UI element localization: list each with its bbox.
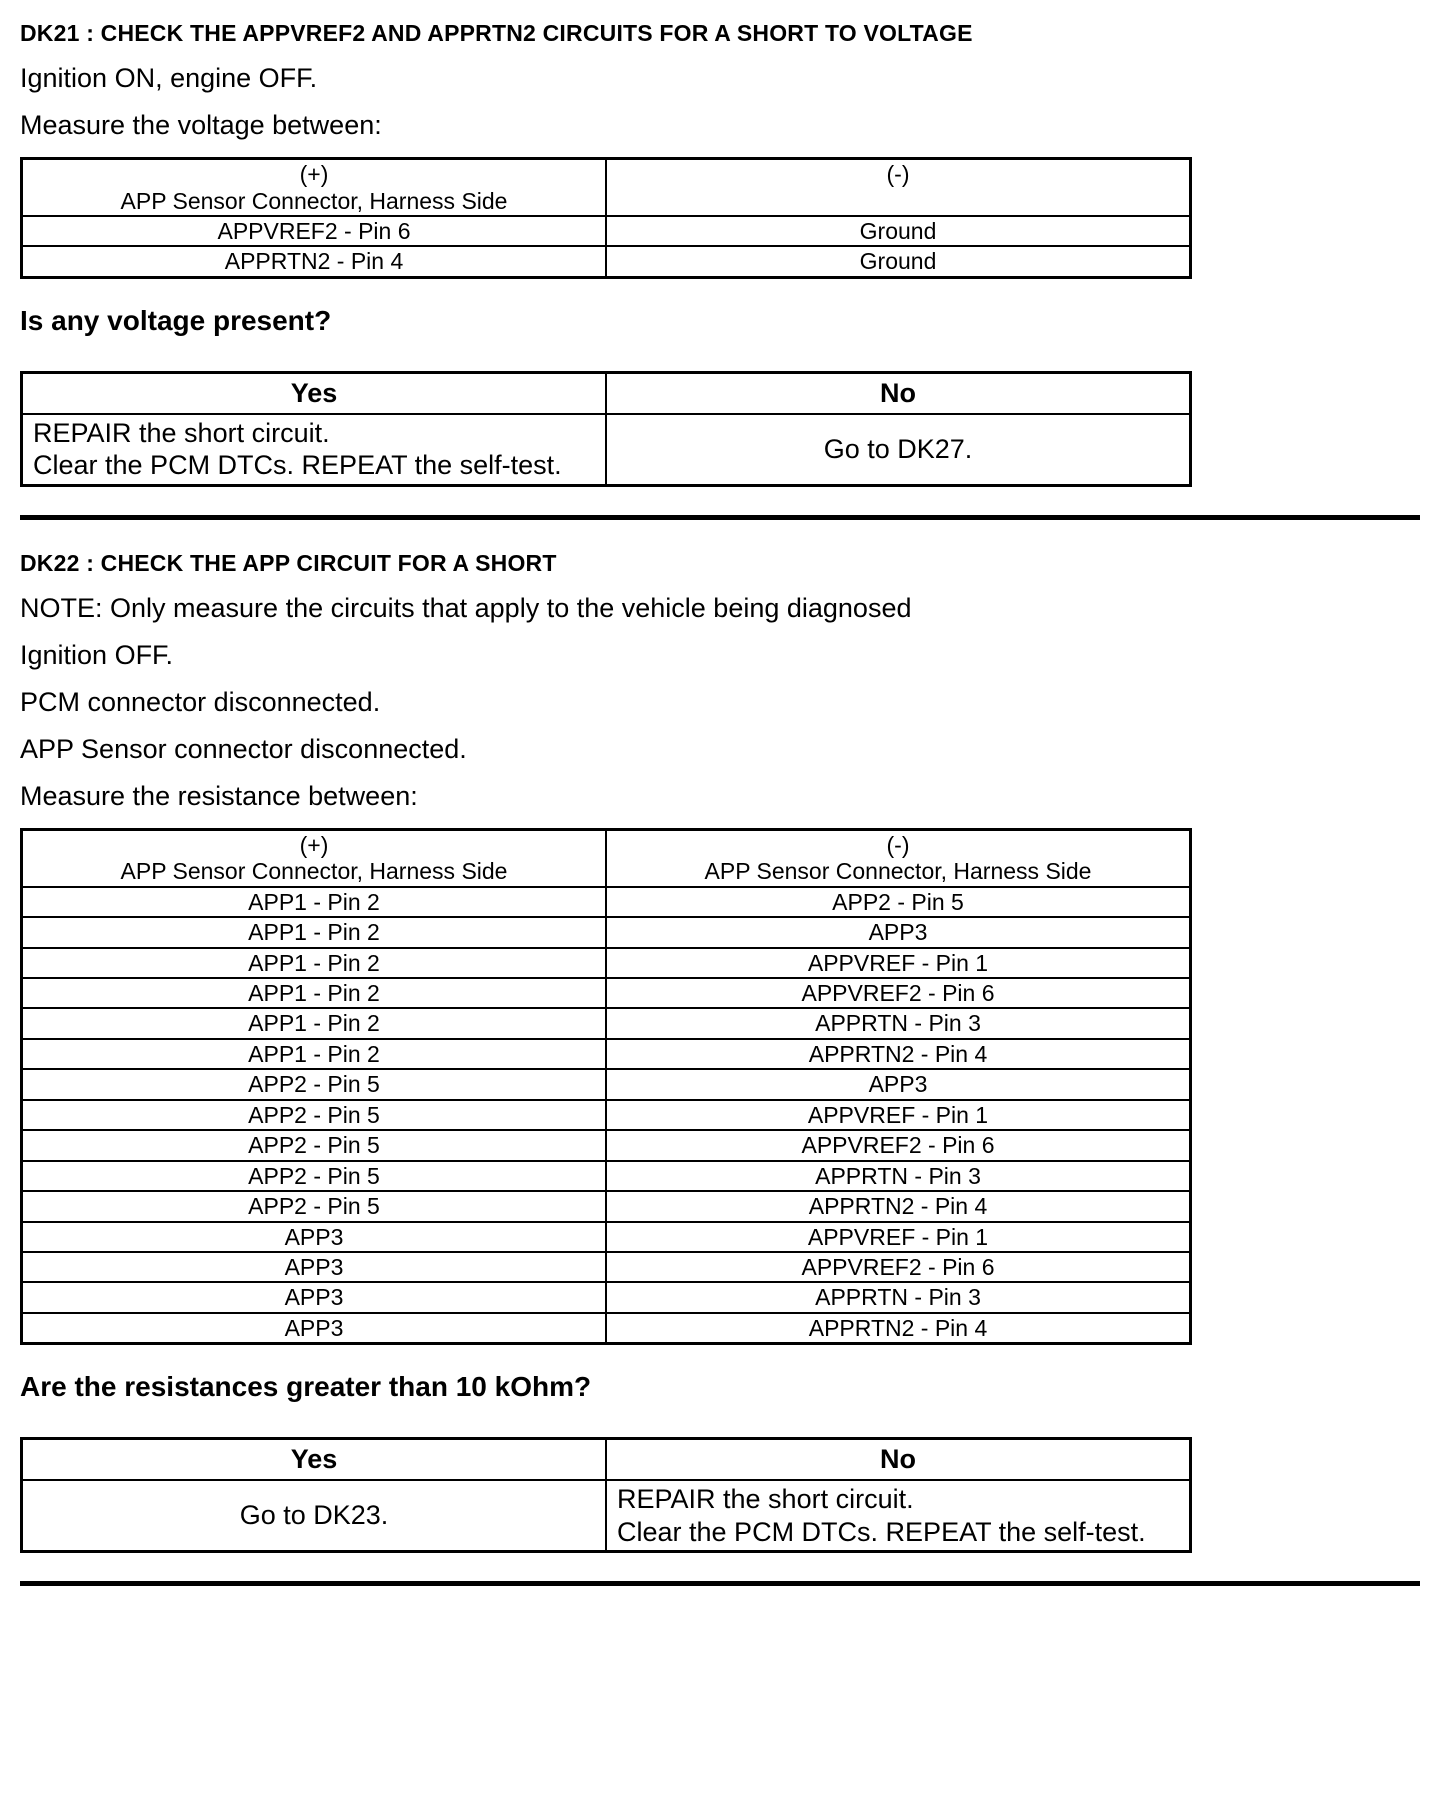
no-header: No: [606, 372, 1191, 414]
decision-header-row: [22, 372, 1191, 414]
plus-sign-label: (+): [299, 161, 329, 188]
table-cell: APP2 - Pin 5: [606, 887, 1191, 917]
text-line: REPAIR the short circuit.: [33, 417, 330, 448]
text-line: Go to DK27.: [823, 434, 973, 465]
table-row: [22, 1039, 1191, 1069]
table-cell: APPRTN - Pin 3: [606, 1161, 1191, 1191]
paragraph-ignition-on: Ignition ON, engine OFF.: [20, 63, 318, 93]
text-line: Go to DK23.: [239, 1500, 389, 1531]
table-cell: APP1 - Pin 2: [22, 1039, 607, 1069]
measure-table-body: [22, 216, 1191, 277]
paragraph-app-sensor-disconnected: APP Sensor connector disconnected.: [20, 733, 467, 764]
yes-action-cell: [22, 414, 607, 485]
table-cell: APP2 - Pin 5: [22, 1130, 607, 1160]
table-row: [22, 1100, 1191, 1130]
diagnostic-procedure-page: [20, 20, 1420, 1586]
table-cell: APP2 - Pin 5: [22, 1191, 607, 1221]
table-cell: APP1 - Pin 2: [22, 1008, 607, 1038]
voltage-measure-table: [20, 157, 1192, 279]
table-row: [22, 1161, 1191, 1191]
table-cell: APPVREF2 - Pin 6: [606, 1252, 1191, 1282]
table-cell: APP3: [22, 1313, 607, 1344]
text-line: Clear the PCM DTCs. REPEAT the self-test.: [617, 1516, 1146, 1547]
table-cell: APP3: [22, 1282, 607, 1312]
question-voltage-present: Is any voltage present?: [20, 304, 332, 336]
plus-sign-label: (+): [299, 831, 329, 858]
text-line: REPAIR the short circuit.: [617, 1484, 914, 1515]
minus-sign-label: (-): [886, 831, 910, 858]
table-row: [22, 1069, 1191, 1099]
section-dk22: [20, 550, 1420, 1586]
table-row: [22, 978, 1191, 1008]
table-cell: APPVREF - Pin 1: [606, 948, 1191, 978]
table-row: [22, 1008, 1191, 1038]
table-row: [22, 1252, 1191, 1282]
resistance-measure-table: [20, 828, 1192, 1345]
table-cell: APP2 - Pin 5: [22, 1161, 607, 1191]
plus-sub-label: APP Sensor Connector, Harness Side: [120, 858, 508, 885]
yes-header: Yes: [22, 372, 607, 414]
decision-table-dk21: [20, 371, 1192, 487]
table-cell: APPVREF2 - Pin 6: [606, 1130, 1191, 1160]
decision-table-dk22: [20, 1437, 1192, 1553]
paragraph-note: NOTE: Only measure the circuits that apply to the vehicle being diagnosed: [20, 592, 912, 623]
table-row: [22, 1313, 1191, 1344]
table-row: [22, 917, 1191, 947]
table-row: [22, 1191, 1191, 1221]
decision-body-row: [22, 414, 1191, 485]
measure-header-minus: [606, 159, 1191, 216]
no-action-cell: [606, 414, 1191, 485]
paragraph-measure-voltage: Measure the voltage between:: [20, 110, 382, 141]
section-heading-dk21: DK21 : CHECK THE APPVREF2 AND APPRTN2 CIRCUITS FOR A SHORT TO VOLTAGE: [20, 20, 973, 46]
table-cell: APP3: [606, 917, 1191, 947]
table-cell: APP2 - Pin 5: [22, 1069, 607, 1099]
minus-sign-label: (-): [886, 161, 910, 188]
yes-header: Yes: [22, 1439, 607, 1481]
table-row: [22, 887, 1191, 917]
no-action-cell: [606, 1480, 1191, 1551]
decision-table-body: [22, 414, 1191, 485]
section-heading-dk22: DK22 : CHECK THE APP CIRCUIT FOR A SHORT: [20, 549, 557, 576]
measure-header-plus: [22, 159, 607, 216]
plus-sub-label: APP Sensor Connector, Harness Side: [120, 187, 508, 214]
table-cell: APPRTN2 - Pin 4: [606, 1039, 1191, 1069]
table-row: [22, 1222, 1191, 1252]
table-row: [22, 216, 1191, 246]
measure-table-body: [22, 887, 1191, 1344]
table-cell: APP1 - Pin 2: [22, 917, 607, 947]
no-header: No: [606, 1439, 1191, 1481]
table-cell: APPVREF - Pin 1: [606, 1100, 1191, 1130]
table-cell: APP1 - Pin 2: [22, 948, 607, 978]
measure-table-header-row: [22, 829, 1191, 886]
table-cell: APPVREF - Pin 1: [606, 1222, 1191, 1252]
table-row: [22, 246, 1191, 277]
question-resistances: Are the resistances greater than 10 kOhm?: [20, 1371, 592, 1403]
paragraph-ignition-off: Ignition OFF.: [20, 639, 174, 670]
table-cell: APPRTN - Pin 3: [606, 1008, 1191, 1038]
measure-table-head: [22, 159, 1191, 216]
section-separator: [20, 515, 1420, 520]
measure-header-plus: [22, 829, 607, 886]
measure-table-head: [22, 829, 1191, 886]
decision-header-row: [22, 1439, 1191, 1481]
table-cell: APPVREF2 - Pin 6: [22, 216, 607, 246]
table-row: [22, 1130, 1191, 1160]
paragraph-pcm-disconnected: PCM connector disconnected.: [20, 686, 381, 717]
table-row: [22, 1282, 1191, 1312]
decision-table-head: [22, 372, 1191, 414]
decision-table-body: [22, 1480, 1191, 1551]
decision-body-row: [22, 1480, 1191, 1551]
measure-header-minus: [606, 829, 1191, 886]
table-cell: Ground: [606, 246, 1191, 277]
table-cell: APP3: [22, 1252, 607, 1282]
table-cell: APPRTN2 - Pin 4: [22, 246, 607, 277]
text-line: Clear the PCM DTCs. REPEAT the self-test.: [33, 450, 562, 481]
table-row: [22, 948, 1191, 978]
decision-table-head: [22, 1439, 1191, 1481]
paragraph-measure-resistance: Measure the resistance between:: [20, 780, 418, 811]
table-cell: APP3: [22, 1222, 607, 1252]
section-dk21: [20, 20, 1420, 520]
page-end-separator: [20, 1581, 1420, 1586]
table-cell: APP3: [606, 1069, 1191, 1099]
measure-table-header-row: [22, 159, 1191, 216]
table-cell: APP1 - Pin 2: [22, 887, 607, 917]
table-cell: APPRTN2 - Pin 4: [606, 1191, 1191, 1221]
table-cell: APPRTN2 - Pin 4: [606, 1313, 1191, 1344]
table-cell: APPVREF2 - Pin 6: [606, 978, 1191, 1008]
table-cell: APP1 - Pin 2: [22, 978, 607, 1008]
minus-sub-label: APP Sensor Connector, Harness Side: [704, 858, 1092, 885]
table-cell: Ground: [606, 216, 1191, 246]
table-cell: APPRTN - Pin 3: [606, 1282, 1191, 1312]
yes-action-cell: [22, 1480, 607, 1551]
table-cell: APP2 - Pin 5: [22, 1100, 607, 1130]
